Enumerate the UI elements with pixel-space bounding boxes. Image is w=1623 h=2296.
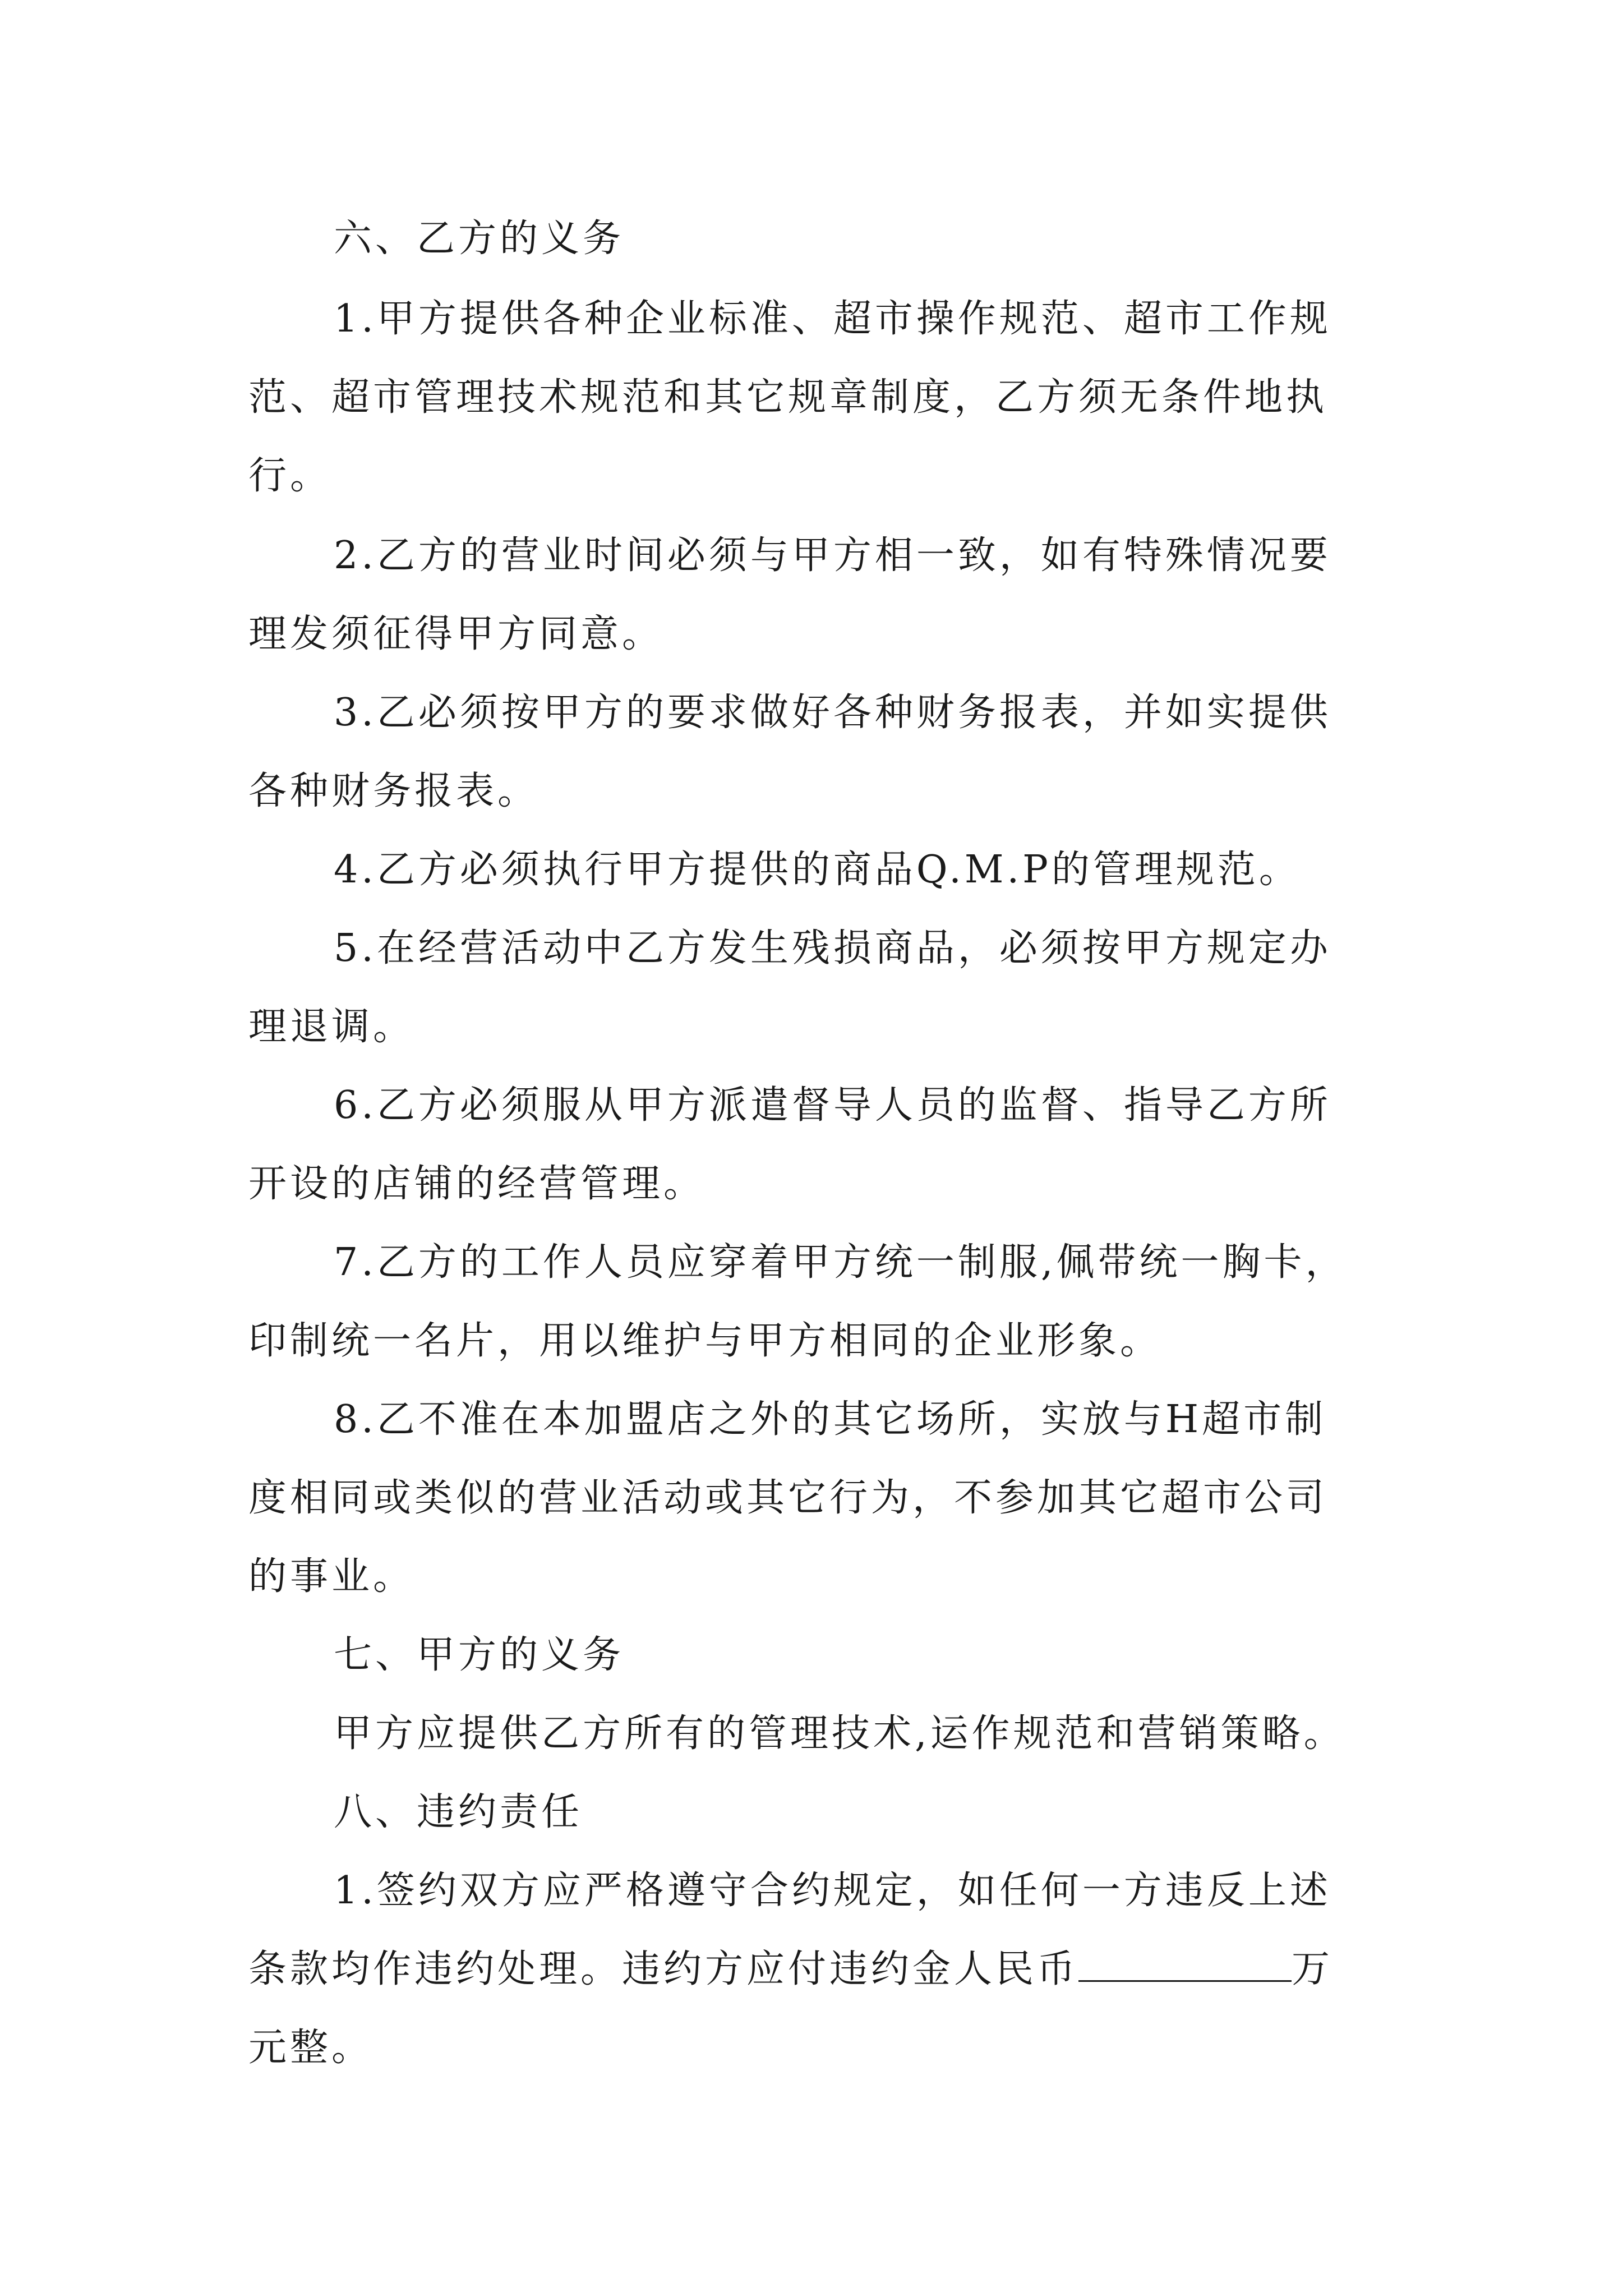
paragraph-line: 3.乙必须按甲方的要求做好各种财务报表，并如实提供: [334, 691, 1331, 735]
penalty-text: 条款均作违约处理。违约方应付违约金人民币: [248, 1947, 1079, 1991]
penalty-amount-blank: [1078, 1947, 1292, 1982]
penalty-unit: 万: [1292, 1947, 1334, 1991]
paragraph-line: 范、超市管理技术规范和其它规章制度，乙方须无条件地执: [248, 375, 1328, 420]
paragraph-line: 行。: [248, 454, 332, 498]
paragraph-line-with-blank: [248, 1944, 1333, 1995]
paragraph-line: 理退调。: [248, 1005, 415, 1049]
paragraph-line: 4.乙方必须执行甲方提供的商品Q.M.P的管理规范。: [334, 848, 1301, 892]
paragraph-line: 理发须征得甲方同意。: [248, 612, 664, 656]
paragraph-line: 5.在经营活动中乙方发生残损商品，必须按甲方规定办: [334, 926, 1331, 970]
section-heading-breach-liability: 八、违约责任: [334, 1790, 583, 1834]
paragraph-line: 6.乙方必须服从甲方派遣督导人员的监督、指导乙方所: [334, 1083, 1331, 1128]
paragraph-line: 1.甲方提供各种企业标准、超市操作规范、超市工作规: [334, 297, 1331, 341]
paragraph-line: 1.签约双方应严格遵守合约规定，如任何一方违反上述: [334, 1869, 1331, 1913]
paragraph-line: 元整。: [248, 2026, 374, 2070]
paragraph-line: 的事业。: [248, 1554, 415, 1599]
paragraph-line: 8.乙不准在本加盟店之外的其它场所，实放与H超市制: [334, 1397, 1327, 1442]
section-heading-party-a-obligations: 七、甲方的义务: [334, 1633, 625, 1677]
paragraph-line: 开设的店铺的经营管理。: [248, 1162, 706, 1206]
paragraph-line: 度相同或类似的营业活动或其它行为，不参加其它超市公司: [248, 1476, 1328, 1520]
paragraph-line: 甲方应提供乙方所有的管理技术,运作规范和营销策略。: [334, 1711, 1345, 1756]
paragraph-line: 印制统一名片，用以维护与甲方相同的企业形象。: [248, 1319, 1162, 1363]
paragraph-line: 7.乙方的工作人员应穿着甲方统一制服,佩带统一胸卡，: [334, 1240, 1347, 1285]
paragraph-line: 各种财务报表。: [248, 769, 540, 813]
section-heading-party-b-obligations: 六、乙方的义务: [334, 217, 625, 261]
paragraph-line: 2.乙方的营业时间必须与甲方相一致，如有特殊情况要: [334, 533, 1331, 578]
